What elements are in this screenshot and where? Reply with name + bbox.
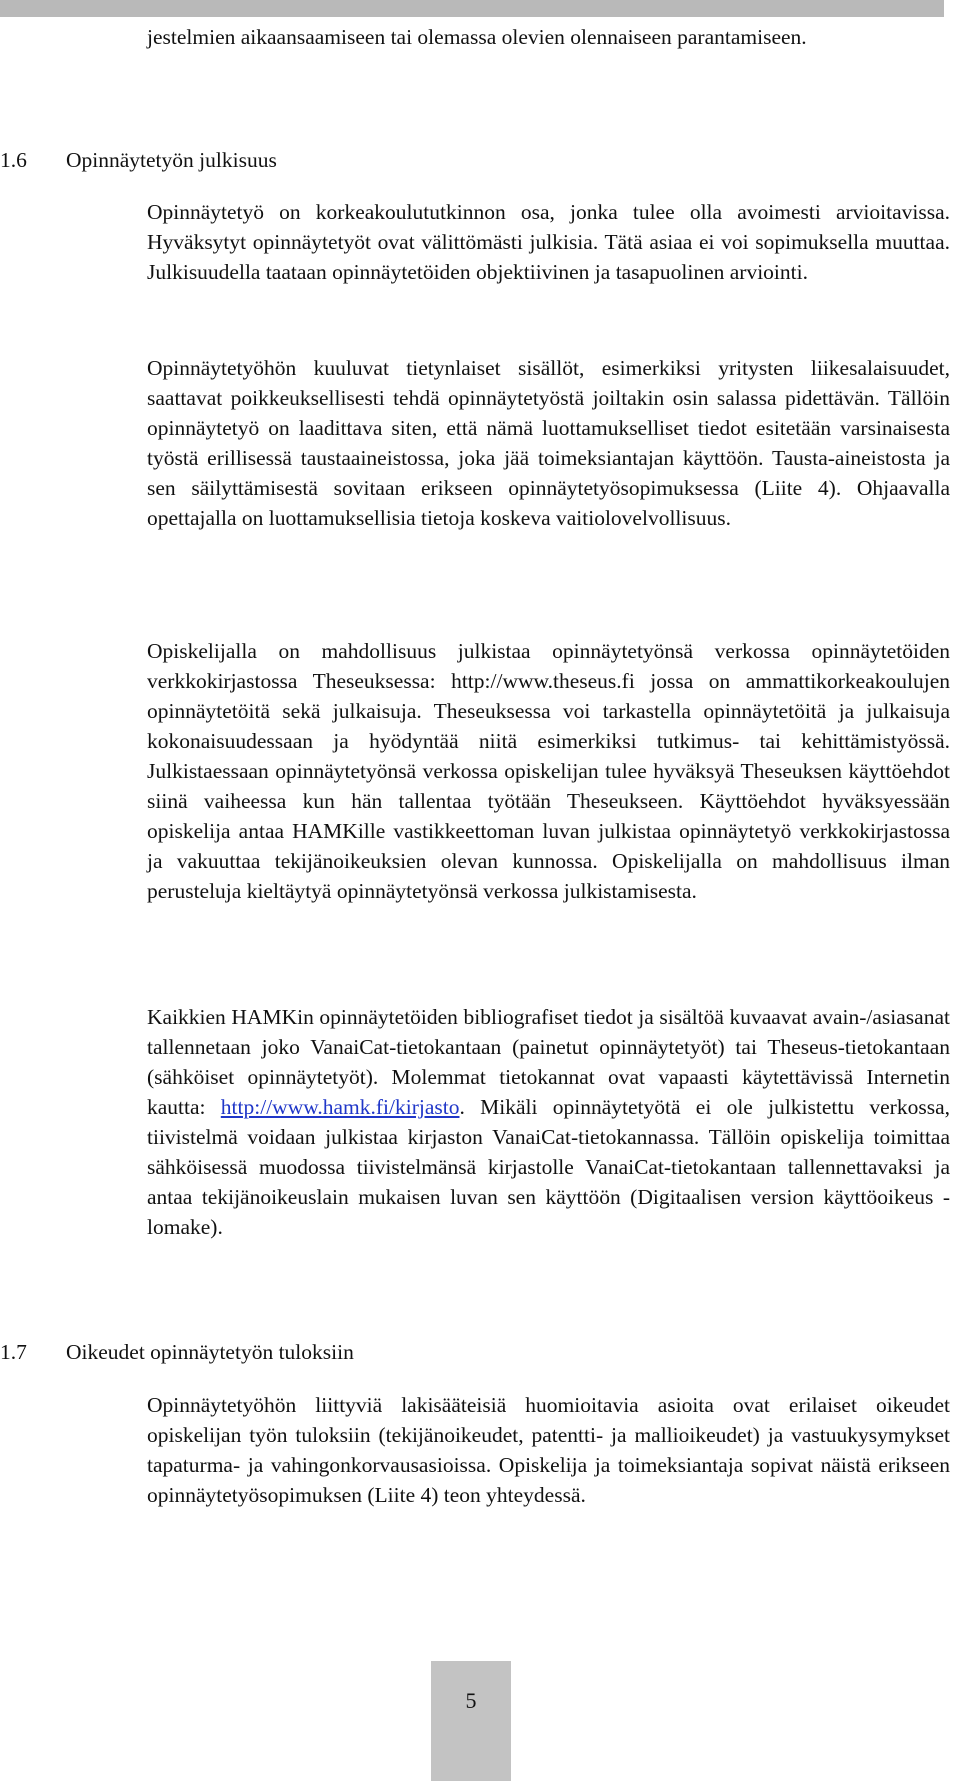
paragraph-bibliographic: [147, 1002, 950, 1242]
section-heading-1-7: [0, 1337, 354, 1367]
paragraph-publicity: Opinnäytetyö on korkeakoulututkinnon osa, jonka tulee olla avoimesti arvioitavissa. Hyväksytyt opinnäytetyöt ovat välittömästi julkisia. Tätä asiaa ei voi sopimuksella muuttaa. Julkisuudella taataan opinnäytetöiden objektiivinen ja tasapuolinen arviointi.: [147, 200, 950, 284]
library-link[interactable]: http://www.hamk.fi/kirjasto: [220, 1095, 460, 1119]
section-title: Opinnäytetyön julkisuus: [66, 148, 277, 172]
section-heading-1-6: [0, 145, 277, 175]
paragraph-theseus: Opiskelijalla on mahdollisuus julkistaa opinnäytetyönsä verkossa opinnäytetöiden verkkokirjastossa Theseuksessa: http://www.theseus.fi jossa on ammattikorkeakoulujen opinnäytetöitä sekä julkaisuja. Theseuksessa voi tarkastella opinnäytetöitä ja julkaisuja kokonaisuudessaan ja hyödyntää niitä esimerkiksi tutkimus- tai kehittämistyössä. Julkistaessaan opinnäytetyönsä verkossa opiskelijan tulee hyväksyä Theseuksen käyttöehdot siinä vaiheessa kun hän tallentaa työtään Theseukseen. Käyttöehdot hyväksyessään opiskelija antaa HAMKille vastikkeettoman luvan julkistaa opinnäytetyö verkkokirjastossa ja vakuuttaa tekijänoikeuksien olevan kunnossa. Opiskelijalla on mahdollisuus ilman perusteluja kieltäytyä opinnäytetyönsä verkossa julkistamisesta.: [147, 639, 950, 903]
paragraph-text: . Mikäli opinnäytetyötä ei ole julkistettu verkossa, tiivistelmä voidaan julkistaa kirjaston VanaiCat-tietokannassa. Tällöin opiskelija toimittaa sähköisessä muodossa tiivistelmänsä kirjastolle VanaiCat-tietokantaan tallennettavaksi ja antaa tekijänoikeuslain mukaisen luvan sen käyttöön (Digitaalisen version käyttöoikeus -lomake).: [147, 1095, 950, 1239]
paragraph-text: Kaikkien HAMKin opinnäytetöiden bibliografiset tiedot ja sisältöä kuvaavat avain-/asiasanat tallennetaan joko VanaiCat-tietokantaan (painetut opinnäytetyöt) tai Theseus-tietokantaan (sähköiset opinnäytetyöt). Molemmat tietokannat ovat vapaasti käytettävissä Internetin kautta:: [147, 1005, 950, 1119]
page-number: 5: [465, 1688, 477, 1713]
section-number: 1.7: [0, 1340, 27, 1364]
paragraph-rights: Opinnäytetyöhön liittyviä lakisääteisiä huomioitavia asioita ovat erilaiset oikeudet opiskelijan työn tuloksiin (tekijänoikeudet, patentti- ja mallioikeudet) ja vastuukysymykset tapaturma- ja vahingonkorvausasioissa. Opiskelija ja toimeksiantaja sopivat näistä erikseen opinnäytetyösopimuksen (Liite 4) teon yhteydessä.: [147, 1393, 950, 1507]
continued-paragraph: jestelmien aikaansaamiseen tai olemassa olevien olennaiseen parantamiseen.: [147, 25, 807, 49]
section-title: Oikeudet opinnäytetyön tuloksiin: [66, 1340, 354, 1364]
paragraph-confidential: Opinnäytetyöhön kuuluvat tietynlaiset sisällöt, esimerkiksi yritysten liikesalaisuudet, saattavat poikkeuksellisesti tehdä opinnäytetyöstä joiltakin osin salassa pidettävän. Tällöin opinnäytetyö on laadittava siten, että nämä luottamukselliset tiedot esitetään varsinaisesta työstä erillisessä taustaaineistossa, joka jää toimeksiantajan käyttöön. Tausta-aineistosta ja sen säilyttämisestä sovitaan erikseen opinnäytetyösopimuksessa (Liite 4). Ohjaavalla opettajalla on luottamuksellisia tietoja koskeva vaitiolovelvollisuus.: [147, 356, 950, 530]
top-header-bar: [0, 0, 944, 17]
section-number: 1.6: [0, 148, 27, 172]
page-number-box: [431, 1661, 511, 1781]
